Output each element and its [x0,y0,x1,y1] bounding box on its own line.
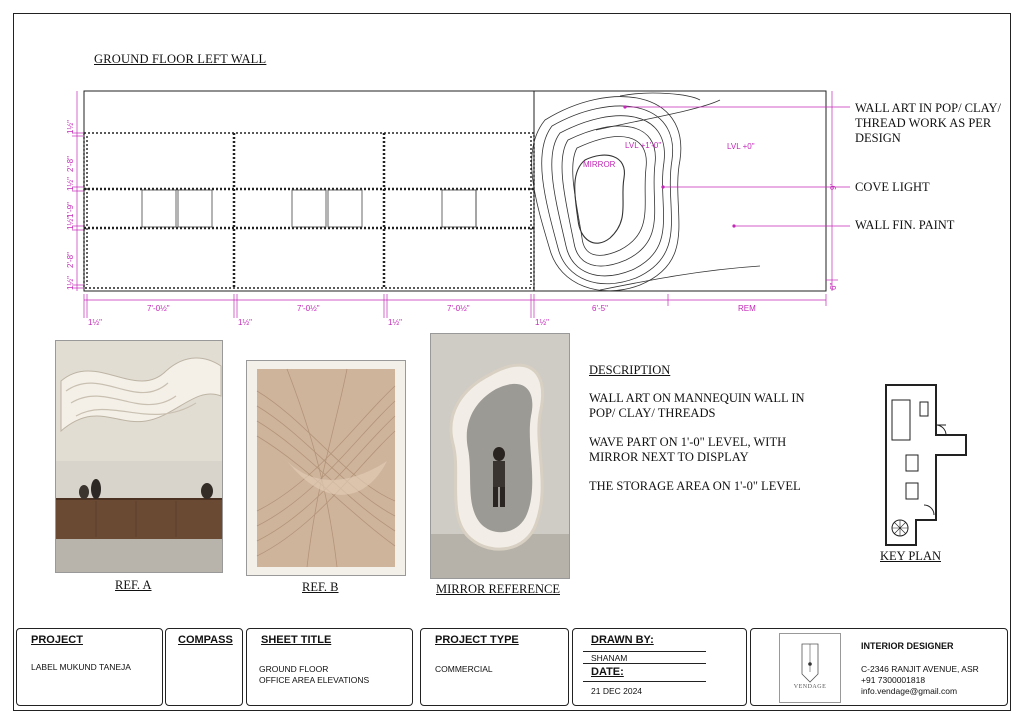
thread-art-photo [246,360,406,576]
project-value: LABEL MUKUND TANEJA [31,662,131,672]
project-label: PROJECT [31,634,83,646]
mirror-reference-caption: MIRROR REFERENCE [436,582,560,596]
dim-bottom-1: 7'-0½" [147,304,170,313]
dim-small-1: 1½" [88,318,102,327]
wave-wall-art [532,91,760,291]
sheet-title-value-1: GROUND FLOOR [259,664,329,674]
designer-address: C-2346 RANJIT AVENUE, ASR [861,664,979,674]
project-box [16,628,163,706]
description-heading: DESCRIPTION [589,363,671,377]
mirror-label: MIRROR [583,160,616,169]
date-label: DATE: [591,666,624,678]
dim-bottom-4: 6'-5" [592,304,608,313]
dim-left-5: 1½" [66,216,75,230]
ref-a-caption: REF. A [115,578,152,592]
drawn-by-box [572,628,747,706]
level-label-0: LVL +0" [727,142,755,151]
dim-left-4: 1'-9" [66,202,75,218]
dim-left-2: 2'-8" [66,156,75,172]
drawn-by-value: SHANAM [591,653,628,663]
dim-small-2: 1½" [238,318,252,327]
dim-small-4: 1½" [535,318,549,327]
drawn-by-label: DRAWN BY: [591,634,654,646]
description-line-2: WAVE PART ON 1'-0" LEVEL, WITH MIRROR NEXT TO DISPLAY [589,435,787,464]
dim-small-3: 1½" [388,318,402,327]
designer-box [750,628,1008,706]
drawing-title: GROUND FLOOR LEFT WALL [94,52,267,66]
project-type-label: PROJECT TYPE [435,634,519,646]
dim-left-6: 2'-8" [66,252,75,268]
sheet-title-label: SHEET TITLE [261,634,332,646]
sheet-title-value-2: OFFICE AREA ELEVATIONS [259,675,370,685]
date-value: 21 DEC 2024 [591,686,643,696]
description-line-1: WALL ART ON MANNEQUIN WALL IN POP/ CLAY/ THREADS [589,391,805,420]
wave-wall-art-photo [55,340,223,573]
logo-text: VENDAGE [793,684,827,690]
sheet-title-box [246,628,413,706]
mirror-photo [430,333,570,579]
designer-email: info.vendage@gmail.com [861,686,958,696]
callout-wall-art: WALL ART IN POP/ CLAY/ THREAD WORK AS PER DESIGN [855,101,1002,145]
project-type-value: COMMERCIAL [435,664,493,674]
ref-b-caption: REF. B [302,580,339,594]
project-type-box [420,628,569,706]
vendage-logo [779,633,841,703]
dim-left-1: 1½" [66,120,75,134]
dim-left-3: 1½" [66,177,75,191]
description-line-3: THE STORAGE AREA ON 1'-0" LEVEL [589,479,801,493]
dim-left-7: 1½" [66,276,75,290]
key-plan-caption: KEY PLAN [880,549,941,563]
designer-label: INTERIOR DESIGNER [861,641,954,651]
dim-right-1: 9' [829,184,838,190]
dim-bottom-5: REM [738,304,756,313]
storage-grid [84,133,534,288]
dim-bottom-2: 7'-0½" [297,304,320,313]
key-plan-drawing [876,380,976,550]
compass-box [165,628,243,706]
callout-cove-light: COVE LIGHT [855,180,930,194]
designer-phone: +91 7300001818 [861,675,926,685]
callout-wall-paint: WALL FIN. PAINT [855,218,955,232]
wall-elevation-drawing [0,0,1024,340]
level-label-1: LVL +1'-0" [625,141,662,150]
compass-label: COMPASS [178,634,233,646]
dim-bottom-3: 7'-0½" [447,304,470,313]
dim-right-2: 6" [829,282,838,290]
